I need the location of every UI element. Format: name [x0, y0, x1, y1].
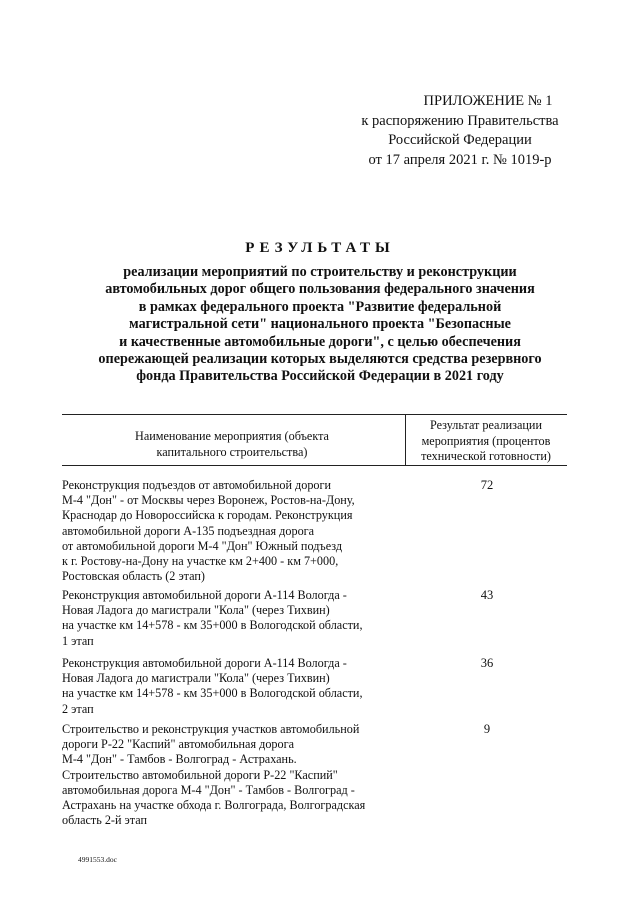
- row-text-line: Ростовская область (2 этап): [62, 569, 205, 584]
- row-text-line: автомобильная дорога М-4 "Дон" - Тамбов - Волгоград -: [62, 782, 355, 797]
- row-text-line: Строительство и реконструкция участков автомобильной: [62, 722, 360, 736]
- row-value: 43: [480, 588, 494, 602]
- subtitle-line: фонда Правительства Российской Федерации в 2021 году: [136, 368, 504, 385]
- row-text-line: область 2-й этап: [62, 813, 148, 828]
- header-text: Наименование мероприятия (объекта: [135, 429, 329, 443]
- row-text-line: Строительство автомобильной дороги Р-22 "Каспий": [62, 767, 338, 782]
- row-text-line: 2 этап: [62, 701, 94, 716]
- subtitle-line: опережающей реализации которых выделяются средства резервного: [98, 351, 542, 368]
- row-name: [62, 478, 407, 584]
- header-text: технической готовности): [421, 449, 551, 463]
- header-text: мероприятия (процентов: [421, 433, 551, 448]
- subtitle-line: реализации мероприятий по строительству и реконструкции: [123, 264, 517, 280]
- row-value: 36: [480, 656, 494, 670]
- row-text-line: Реконструкция автомобильной дороги А-114 Вологда -: [62, 656, 347, 670]
- row-value: 72: [480, 478, 494, 492]
- appendix-line-order: к распоряжению Правительства: [361, 112, 559, 129]
- row-name: [62, 588, 407, 649]
- row-text-line: на участке км 14+578 - км 35+000 в Вологодской области,: [62, 686, 363, 701]
- header-text: Результат реализации: [430, 418, 542, 432]
- subtitle-line: и качественные автомобильные дороги", с целью обеспечения: [119, 333, 521, 350]
- subtitle-line: автомобильных дорог общего пользования федерального значения: [105, 281, 535, 298]
- appendix-line-date: от 17 апреля 2021 г. № 1019-р: [368, 151, 552, 168]
- subtitle-line: в рамках федерального проекта "Развитие федеральной: [138, 298, 502, 315]
- header-text: капитального строительства): [156, 445, 308, 459]
- file-name-footer: 4991553.doc: [78, 855, 117, 864]
- header-name-column: [102, 428, 362, 460]
- row-text-line: автомобильной дороги А-135 подъездная дорога: [62, 523, 315, 538]
- header-result-column: [405, 418, 567, 465]
- row-text-line: на участке км 14+578 - км 35+000 в Вологодской области,: [62, 618, 363, 633]
- row-text-line: М-4 "Дон" - Тамбов - Волгоград - Астрахань.: [62, 752, 297, 767]
- row-name: [62, 656, 407, 717]
- row-text-line: дороги Р-22 "Каспий" автомобильная дорога: [62, 737, 295, 752]
- document-title: РЕЗУЛЬТАТЫ: [245, 240, 395, 256]
- document-subtitle: [80, 264, 560, 386]
- row-name: [62, 722, 407, 828]
- subtitle-line: магистральной сети" национального проекта "Безопасные: [129, 316, 511, 333]
- row-text-line: Краснодар до Новороссийска к городам. Реконструкция: [62, 508, 353, 523]
- appendix-block: [330, 92, 590, 170]
- row-text-line: от автомобильной дороги М-4 "Дон" Южный подъезд: [62, 538, 343, 553]
- appendix-line-authority: Российской Федерации: [388, 132, 532, 148]
- row-text-line: Астрахань на участке обхода г. Волгограда, Волгоградская: [62, 798, 366, 813]
- row-value: 9: [483, 722, 491, 736]
- row-text-line: Реконструкция подъездов от автомобильной дороги: [62, 478, 332, 492]
- table-top-rule: [62, 414, 567, 415]
- row-text-line: к г. Ростову-на-Дону на участке км 2+400 - км 7+000,: [62, 554, 339, 569]
- table-header-rule: [62, 465, 567, 466]
- appendix-number: ПРИЛОЖЕНИЕ № 1: [423, 93, 553, 109]
- row-text-line: М-4 "Дон" - от Москвы через Воронеж, Ростов-на-Дону,: [62, 493, 355, 508]
- row-text-line: Новая Ладога до магистрали "Кола" (через Тихвин): [62, 671, 330, 686]
- row-text-line: Новая Ладога до магистрали "Кола" (через Тихвин): [62, 603, 330, 618]
- row-text-line: 1 этап: [62, 633, 94, 648]
- row-text-line: Реконструкция автомобильной дороги А-114 Вологда -: [62, 588, 347, 602]
